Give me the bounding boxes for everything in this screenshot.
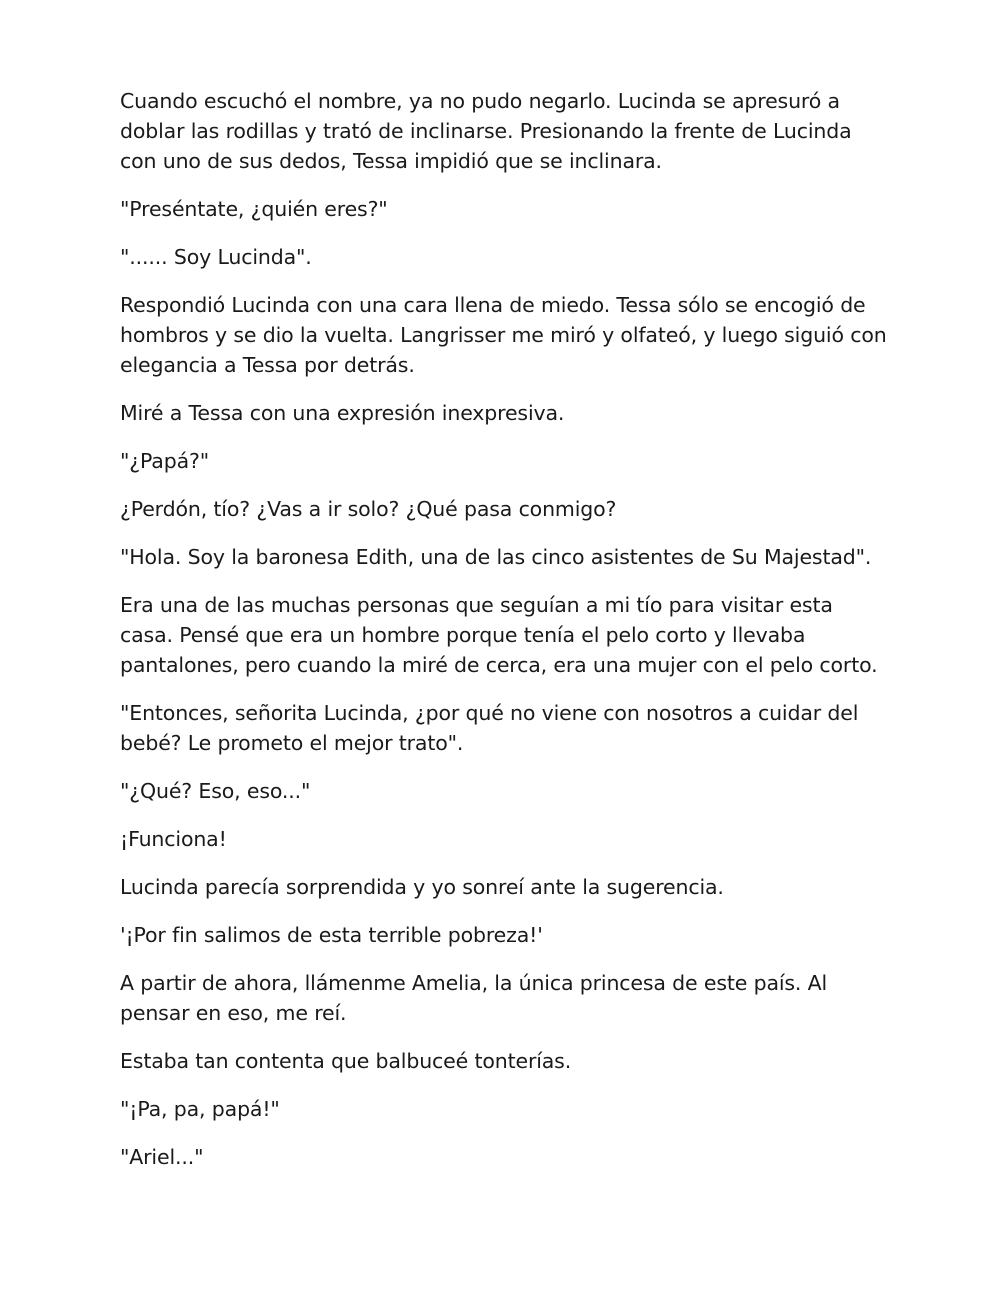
paragraph: "Hola. Soy la baronesa Edith, una de las cinco asistentes de Su Majestad".: [120, 545, 872, 569]
paragraph: Era una de las muchas personas que seguían a mi tío para visitar esta casa. Pensé que era un hombre porque tenía el pelo corto y llevaba pantalones, pero cuando la miré de cerca, era una mujer con el pelo corto.: [120, 593, 878, 677]
paragraph: "Entonces, señorita Lucinda, ¿por qué no viene con nosotros a cuidar del bebé? Le prometo el mejor trato".: [120, 701, 859, 755]
document-page: [120, 86, 890, 1190]
paragraph: ¡Funciona!: [120, 827, 227, 851]
paragraph: "¿Qué? Eso, eso...": [120, 779, 311, 803]
paragraph: Lucinda parecía sorprendida y yo sonreí ante la sugerencia.: [120, 875, 724, 899]
paragraph: "¡Pa, pa, papá!": [120, 1097, 280, 1121]
paragraph: Miré a Tessa con una expresión inexpresiva.: [120, 401, 565, 425]
paragraph: "Preséntate, ¿quién eres?": [120, 197, 388, 221]
paragraph: Cuando escuchó el nombre, ya no pudo negarlo. Lucinda se apresuró a doblar las rodillas y trató de inclinarse. Presionando la frente de Lucinda con uno de sus dedos, Tessa impidió que se inclinara.: [120, 89, 852, 173]
paragraph: "...... Soy Lucinda".: [120, 245, 312, 269]
paragraph: ¿Perdón, tío? ¿Vas a ir solo? ¿Qué pasa conmigo?: [120, 497, 617, 521]
paragraph: '¡Por fin salimos de esta terrible pobreza!': [120, 923, 543, 947]
paragraph: Estaba tan contenta que balbuceé tonterías.: [120, 1049, 572, 1073]
paragraph: A partir de ahora, llámenme Amelia, la única princesa de este país. Al pensar en eso, me reí.: [120, 971, 828, 1025]
paragraph: "Ariel...": [120, 1145, 204, 1169]
paragraph: Respondió Lucinda con una cara llena de miedo. Tessa sólo se encogió de hombros y se dio la vuelta. Langrisser me miró y olfateó, y luego siguió con elegancia a Tessa por detrás.: [120, 293, 887, 377]
paragraph: "¿Papá?": [120, 449, 209, 473]
